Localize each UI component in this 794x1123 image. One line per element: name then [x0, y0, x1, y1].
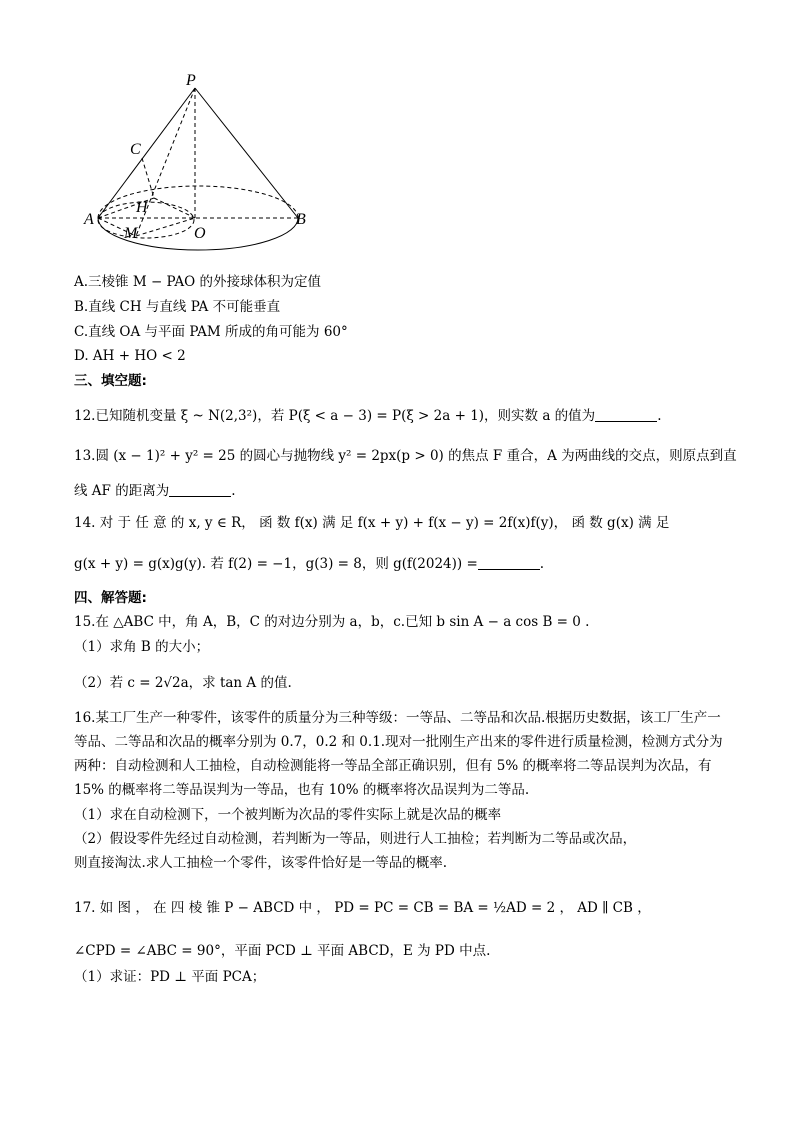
answer-blank	[595, 407, 657, 422]
question-13-end: .	[231, 483, 236, 499]
option-d: D. AH + HO < 2	[74, 348, 186, 364]
segment-MO	[136, 218, 195, 236]
label-B: B	[296, 211, 306, 228]
segment-HO	[154, 198, 195, 218]
question-14-text: g(x + y) = g(x)g(y). 若 f(2) = −1，g(3) = 8，则 g(f(2024)) =	[74, 556, 478, 572]
question-14-line2	[74, 554, 544, 574]
question-13-line1: 13.圆 (x − 1)² + y² = 25 的圆心与抛物线 y² = 2px(p > 0) 的焦点 F 重合，A 为两曲线的交点，则原点到直	[74, 448, 737, 464]
cone-figure	[78, 70, 318, 260]
option-b: B.直线 CH 与直线 PA 不可能垂直	[74, 299, 281, 315]
option-c: C.直线 OA 与平面 PAM 所成的角可能为 60°	[74, 324, 348, 340]
question-12-text: 12.已知随机变量 ξ ~ N(2,3²)，若 P(ξ < a − 3) = P(ξ > 2a + 1)，则实数 a 的值为	[74, 408, 596, 424]
base-back-arc	[98, 186, 298, 218]
question-16-part1: （1）求在自动检测下，一个被判断为次品的零件实际上就是次品的概率	[74, 807, 502, 823]
label-H: H	[136, 199, 148, 216]
edge-PB	[195, 88, 298, 218]
label-P: P	[186, 72, 196, 89]
label-M: M	[124, 225, 138, 242]
section-heading-solutions: 四、解答题:	[74, 590, 147, 606]
question-16-part2b: 则直接淘汰.求人工抽检一个零件，该零件恰好是一等品的概率.	[74, 855, 448, 871]
section-heading-fill-in: 三、填空题:	[74, 373, 147, 389]
question-14-end: .	[539, 556, 545, 572]
question-13-text: 线 AF 的距离为	[74, 483, 170, 499]
label-O: O	[194, 225, 206, 242]
question-12	[74, 406, 661, 426]
answer-blank	[169, 482, 231, 497]
question-17-part1: （1）求证：PD ⊥ 平面 PCA；	[74, 969, 266, 985]
question-16-part2a: （2）假设零件先经过自动检测，若判断为一等品，则进行人工抽检；若判断为二等品或次品，	[74, 831, 637, 847]
question-15-stem: 15.在 △ABC 中，角 A，B，C 的对边分别为 a，b，c.已知 b sin A − a cos B = 0 .	[74, 614, 590, 630]
label-C: C	[130, 141, 141, 158]
label-A: A	[84, 211, 94, 228]
question-13-line2	[74, 481, 236, 501]
question-15-part2: （2）若 c = 2√2a，求 tan A 的值.	[74, 675, 292, 691]
question-17-stem: 17. 如 图 ， 在 四 棱 锥 P − ABCD 中 ， PD = PC = CB = BA = ½AD = 2 ， AD ∥ CB ，	[74, 900, 651, 916]
question-14-line1: 14. 对 于 任 意 的 x, y ∈ R， 函 数 f(x) 满 足 f(x + y) + f(x − y) = 2f(x)f(y)， 函 数 g(x) 满 足	[74, 515, 670, 531]
question-16-stem: 16.某工厂生产一种零件，该零件的质量分为三种等级：一等品、二等品和次品.根据历史数据，该工厂生产一等品、二等品和次品的概率分别为 0.7，0.2 和 0.1.现对一批刚生产出来的零件进行质量检测，检测方式分为两种：自动检测和人工抽检，自动检测能将一等品全部正确识别，但有 5% 的概率将二等品误判为次品，有 15% 的概率将二等品误判为一等品，也有 10% 的概率将次品误判为二等品.	[74, 710, 723, 798]
answer-blank	[478, 555, 540, 570]
question-17-line2: ∠CPD = ∠ABC = 90°，平面 PCD ⊥ 平面 ABCD，E 为 PD 中点.	[74, 943, 491, 959]
segment-CH	[142, 158, 154, 198]
option-a: A.三棱锥 M − PAO 的外接球体积为定值	[74, 274, 322, 290]
question-12-end: .	[657, 408, 662, 424]
question-15-part1: （1）求角 B 的大小；	[74, 639, 210, 655]
